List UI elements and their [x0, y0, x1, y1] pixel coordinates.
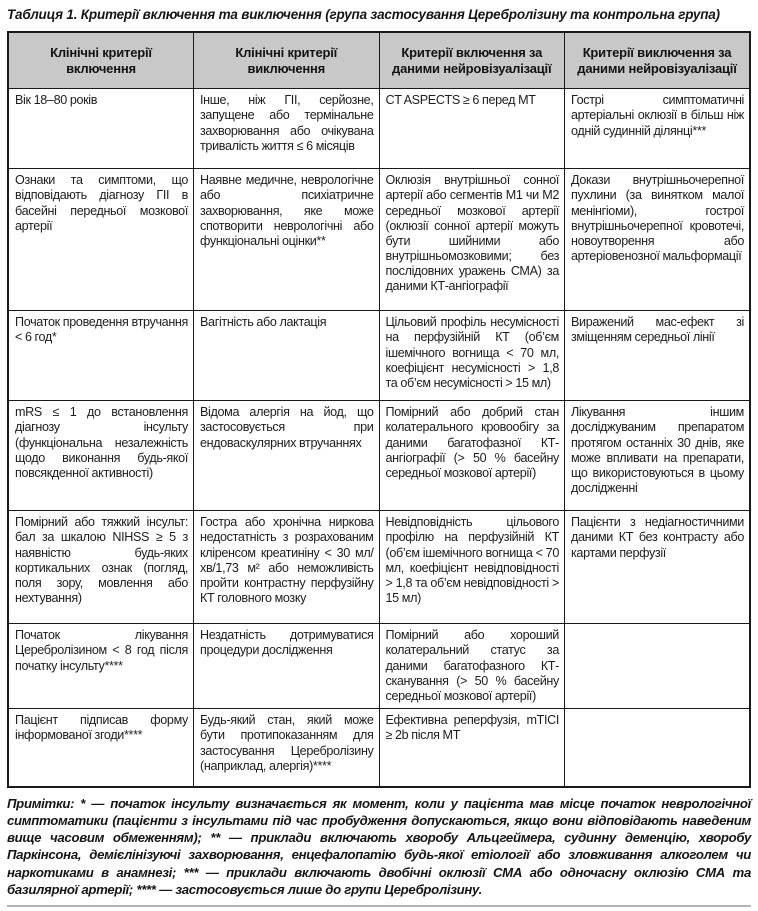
table-cell: Вік 18–80 років: [8, 89, 194, 169]
table-row: [8, 89, 750, 169]
table-cell: Пацієнт підписав форму інформованої згоди****: [8, 709, 194, 787]
table-cell: Лікування іншим досліджуваним препаратом протягом останніх 30 днів, яке може впливати на препарати, що використовуються в цьому дослідженні: [565, 401, 751, 511]
table-row: [8, 511, 750, 624]
table-cell: Докази внутрішньочерепної пухлини (за винятком малої менінгіоми), гострої внутрішньочерепної кровотечі, новоутворення або артеріовенозної мальформації: [565, 169, 751, 311]
table-cell: Початок проведення втручання < 6 год*: [8, 311, 194, 401]
table-cell: Пацієнти з недіагностичними даними КТ без контрасту або картами перфузії: [565, 511, 751, 624]
table-title: Таблиця 1. Критерії включення та виключення (група застосування Церебролізину та контрольна група): [7, 7, 720, 22]
table-cell: Оклюзія внутрішньої сонної артерії або сегментів М1 чи М2 середньої мозкової артерії (оклюзії сонної артерії можуть бути шийними або внутрішньомозковими; без послідовних уражень СМА) за даними КТ-ангіографії: [379, 169, 565, 311]
table-cell: Будь-який стан, який може бути протипоказанням для застосування Церебролізину (наприклад, алергія)****: [194, 709, 380, 787]
table-row: [8, 401, 750, 511]
table-cell: Цільовий профіль несумісності на перфузійній КТ (об’єм ішемічного вогнища < 70 мл, коефіцієнт несумісності > 1,8 та об’єм несумісності > 15 мл): [379, 311, 565, 401]
table-body: [8, 89, 750, 787]
column-header-neuroimaging-exclusion: Критерії виключення за даними нейровізуалізації: [565, 32, 751, 89]
table-cell: Наявне медичне, неврологічне або психіатричне захворювання, яке може спотворити неврологічні або функціональні оцінки**: [194, 169, 380, 311]
table-cell: Виражений мас-ефект зі зміщенням середньої лінії: [565, 311, 751, 401]
table-cell: Початок лікування Церебролізином < 8 год після початку інсульту****: [8, 624, 194, 709]
table-cell: Ознаки та симптоми, що відповідають діагнозу ГІІ в басейні передньої мозкової артерії: [8, 169, 194, 311]
table-cell: Невідповідність цільового профілю на перфузійній КТ (об’єм ішемічного вогнища < 70 мл, коефіцієнт невідповідності > 1,8 та об’єм невідповідності > 15 мл): [379, 511, 565, 624]
table-cell: Помірний або тяжкий інсульт: бал за шкалою NIHSS ≥ 5 з наявністю будь-яких кортикальних ознак (погляд, поля зору, мовлення або нехтування): [8, 511, 194, 624]
table-cell: mRS ≤ 1 до встановлення діагнозу інсульту (функціональна незалежність щодо виконання будь-якої повсякденної активності): [8, 401, 194, 511]
table-row: [8, 169, 750, 311]
table-cell: Інше, ніж ГІІ, серйозне, запущене або термінальне захворювання або очікувана тривалість життя ≤ 6 місяців: [194, 89, 380, 169]
inclusion-exclusion-criteria-table: [7, 31, 751, 788]
table-header-row: [8, 32, 750, 89]
table-cell: Гостра або хронічна ниркова недостатність з розрахованим кліренсом креатиніну < 30 мл/хв/1,73 м² або неможливість пройти контрастну перфузійну КТ головного мозку: [194, 511, 380, 624]
table-footnote: Примітки: * — початок інсульту визначається як момент, коли у пацієнта мав місце початок неврологічної симптоматики (пацієнти з інсультами під час пробудження допускаються, якщо вони відповідають наведеним вище часовим обмеженням); ** — приклади включають хворобу Альцгеймера, судинну деменцію, хворобу Паркінсона, демієлінізуючі захворювання, енцефалопатію будь-якої етіології або зловживання алкоголем чи наркотиками в анамнезі; *** — приклади включають двобічні оклюзії СМА або одночасну оклюзію СМА та базилярної артерії; **** — застосовується лише до групи Церебролізину.: [7, 795, 751, 897]
table-cell: CT ASPECTS ≥ 6 перед МТ: [379, 89, 565, 169]
table-cell: Помірний або хороший колатеральний статус за даними багатофазного КТ-сканування (> 50 % басейну середньої мозкової артерії): [379, 624, 565, 709]
table-cell: [565, 624, 751, 709]
table-cell: Нездатність дотримуватися процедури дослідження: [194, 624, 380, 709]
table-cell: [565, 709, 751, 787]
table-row: [8, 709, 750, 787]
bottom-divider: [7, 905, 751, 907]
column-header-clinical-exclusion: Клінічні критерії виключення: [194, 32, 380, 89]
column-header-clinical-inclusion: Клінічні критерії включення: [8, 32, 194, 89]
table-cell: Помірний або добрий стан колатерального кровообігу за даними багатофазної КТ-ангіографії (> 50 % басейну середньої мозкової артерії): [379, 401, 565, 511]
table-cell: Ефективна реперфузія, mTICI ≥ 2b після МТ: [379, 709, 565, 787]
table-cell: Вагітність або лактація: [194, 311, 380, 401]
column-header-neuroimaging-inclusion: Критерії включення за даними нейровізуалізації: [379, 32, 565, 89]
table-cell: Гострі симптоматичні артеріальні оклюзії в більш ніж одній судинній ділянці***: [565, 89, 751, 169]
table-cell: Відома алергія на йод, що застосовується при ендоваскулярних втручаннях: [194, 401, 380, 511]
table-row: [8, 311, 750, 401]
table-row: [8, 624, 750, 709]
